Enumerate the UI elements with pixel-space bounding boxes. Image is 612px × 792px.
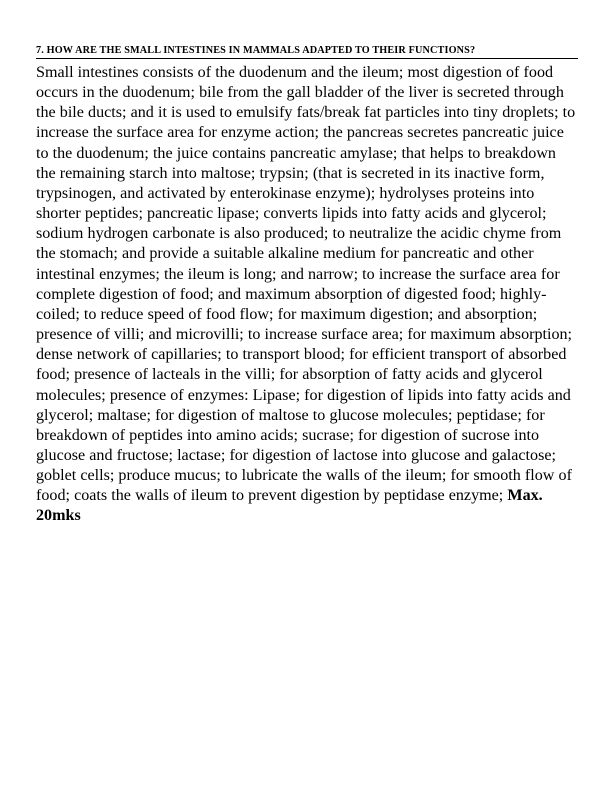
answer-paragraph (36, 59, 578, 527)
document-content (36, 44, 578, 527)
answer-emphasized-comma: , (112, 184, 117, 202)
question-heading: 7. HOW ARE THE SMALL INTESTINES IN MAMMALS ADAPTED TO THEIR FUNCTIONS? (36, 44, 578, 59)
answer-text-part-1: Small intestines consists of the duodenum and the ileum; most digestion of food occurs in the duodenum; bile from the gall bladder of the liver is secreted through the bile ducts; and it is used to emulsify fats/break fat particles into tiny droplets; to increase the surface area for enzyme action; the pancreas secretes pancreatic juice to the duodenum; the juice contains pancreatic amylase; that helps to breakdown the remaining starch into maltose; trypsin; (that is secreted in its inactive form, trypsinogen (36, 64, 576, 202)
answer-text-part-2: and activated by enterokinase enzyme); hydrolyses proteins into shorter peptides; pancreatic lipase; converts lipids into fatty acids and glycerol; sodium hydrogen carbonate is also produced; to neutralize the acidic chyme from the stomach; and provide a suitable alkaline medium for pancreatic and other intestinal enzymes; the ileum is long; and narrow; to increase the surface area for complete digestion of food; and maximum absorption of digested food; highly-coiled; to reduce speed of food flow; for maximum digestion; and absorption; presence of villi; and microvilli; to increase surface area; for maximum absorption; dense network of capillaries; to transport blood; for efficient transport of absorbed food; presence of lacteals in the villi; for absorption of fatty acids and glycerol molecules; presence of enzymes: Lipase; for digestion of lipids into fatty acids and glycerol; maltase; for digestion of maltose to glucose molecules; peptidase; for breakdown of peptides into amino acids; sucrase; for digestion of sucrose into glucose and fructose; lactase; for digestion of lactose into glucose and galactose; goblet cells; produce mucus; to lubricate the walls of the ileum; for smooth flow of food; coats the walls of ileum to prevent digestion by peptidase enzyme; (36, 184, 573, 505)
max-marks-label: Max. 20mks (36, 487, 543, 525)
